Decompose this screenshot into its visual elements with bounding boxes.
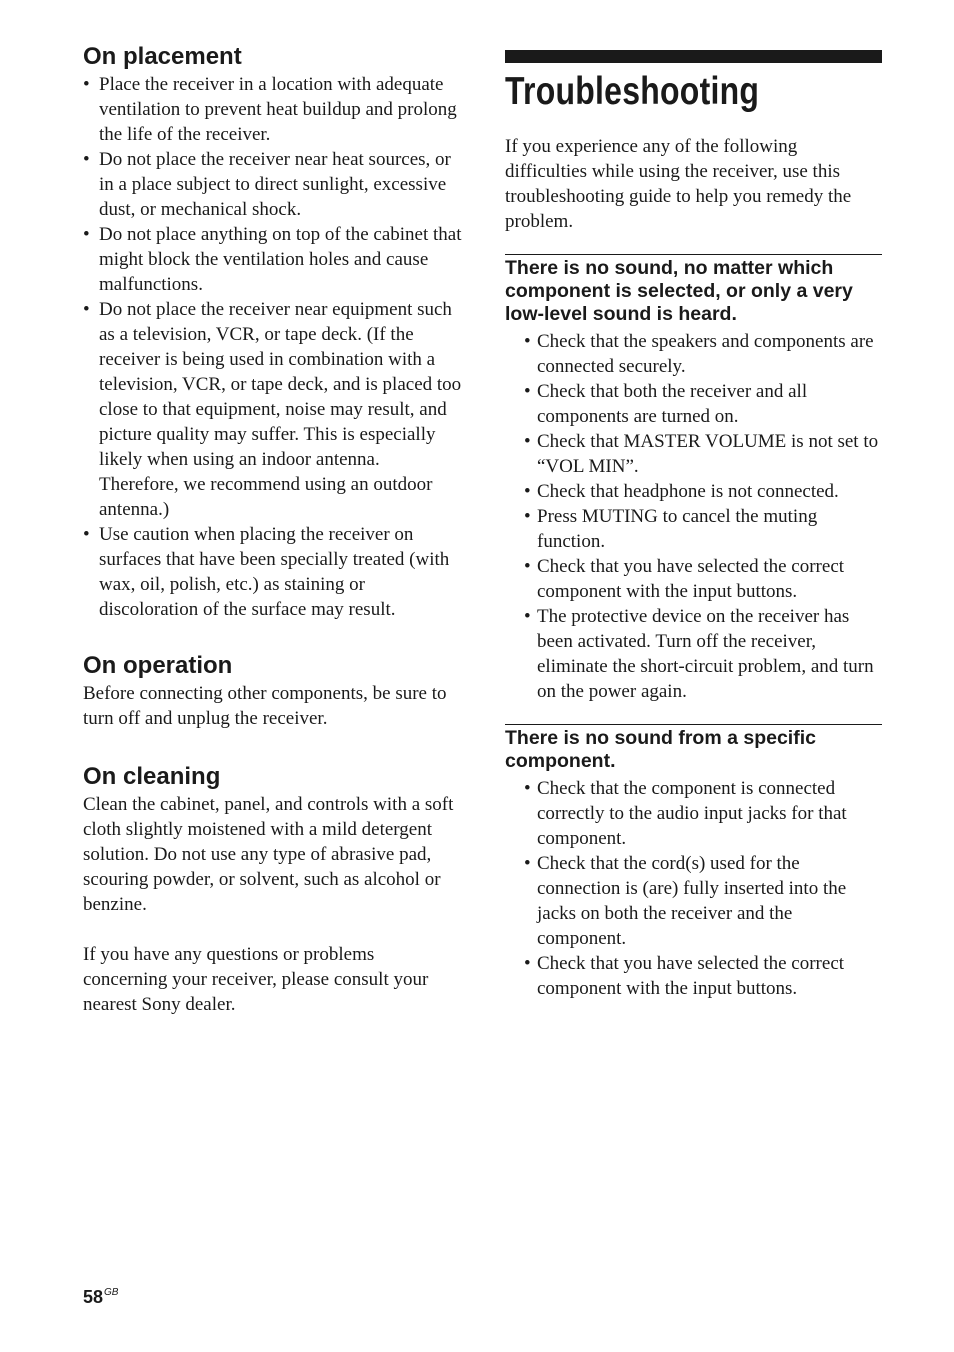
operation-heading: On operation — [83, 652, 233, 679]
list-item: • Check that the component is connected correctly to the audio input jacks for that component. — [505, 776, 882, 851]
placement-list — [83, 72, 463, 622]
list-item: • Do not place the receiver near equipment such as a television, VCR, or tape deck. (If the receiver is being used in combination with a television, VCR, or tape deck, and is placed too close to that equipment, noise may result, and picture quality may suffer. This is especially likely when using an indoor antenna. Therefore, we recommend using an outdoor antenna.) — [83, 297, 463, 522]
section-rule — [505, 254, 882, 255]
list-item: • Check that headphone is not connected. — [505, 479, 882, 504]
problem-list — [505, 329, 882, 704]
list-item: • Place the receiver in a location with adequate ventilation to prevent heat buildup and prolong the life of the receiver. — [83, 72, 463, 147]
problem-list — [505, 776, 882, 1001]
page-title: Troubleshooting — [505, 70, 760, 113]
list-item: • Do not place the receiver near heat sources, or in a place subject to direct sunlight, excessive dust, or mechanical shock. — [83, 147, 463, 222]
page-number-suffix: GB — [104, 1287, 119, 1298]
section-rule — [505, 724, 882, 725]
operation-text: Before connecting other components, be sure to turn off and unplug the receiver. — [83, 683, 447, 729]
page-number-value: 58 — [83, 1287, 104, 1307]
list-item: • Check that the cord(s) used for the connection is (are) fully inserted into the jacks on both the receiver and the component. — [505, 851, 882, 951]
list-item: • Do not place anything on top of the cabinet that might block the ventilation holes and cause malfunctions. — [83, 222, 463, 297]
list-item: • Check that you have selected the correct component with the input buttons. — [505, 554, 882, 604]
list-item: • Check that the speakers and components are connected securely. — [505, 329, 882, 379]
page-number — [83, 1281, 118, 1309]
title-bar — [505, 50, 882, 63]
list-item: • The protective device on the receiver has been activated. Turn off the receiver, eliminate the short-circuit problem, and turn on the power again. — [505, 604, 882, 704]
intro-text: If you experience any of the following difficulties while using the receiver, use this troubleshooting guide to help you remedy the problem. — [505, 136, 852, 232]
list-item: • Press MUTING to cancel the muting function. — [505, 504, 882, 554]
cleaning-text: Clean the cabinet, panel, and controls with a soft cloth slightly moistened with a mild detergent solution. Do not use any type of abrasive pad, scouring powder, or solvent, such as alcohol or benzine. — [83, 794, 454, 915]
right-column — [505, 50, 882, 1001]
left-column — [83, 42, 463, 1017]
list-item: • Check that you have selected the correct component with the input buttons. — [505, 951, 882, 1001]
dealer-text: If you have any questions or problems concerning your receiver, please consult your nearest Sony dealer. — [83, 944, 429, 1015]
placement-heading: On placement — [83, 43, 242, 70]
problem-heading: There is no sound from a specific component. — [505, 727, 816, 772]
problem-heading: There is no sound, no matter which component is selected, or only a very low-level sound is heard. — [505, 257, 853, 325]
list-item: • Check that both the receiver and all components are turned on. — [505, 379, 882, 429]
cleaning-heading: On cleaning — [83, 763, 221, 790]
list-item: • Check that MASTER VOLUME is not set to “VOL MIN”. — [505, 429, 882, 479]
list-item: • Use caution when placing the receiver on surfaces that have been specially treated (with wax, oil, polish, etc.) as staining or discoloration of the surface may result. — [83, 522, 463, 622]
